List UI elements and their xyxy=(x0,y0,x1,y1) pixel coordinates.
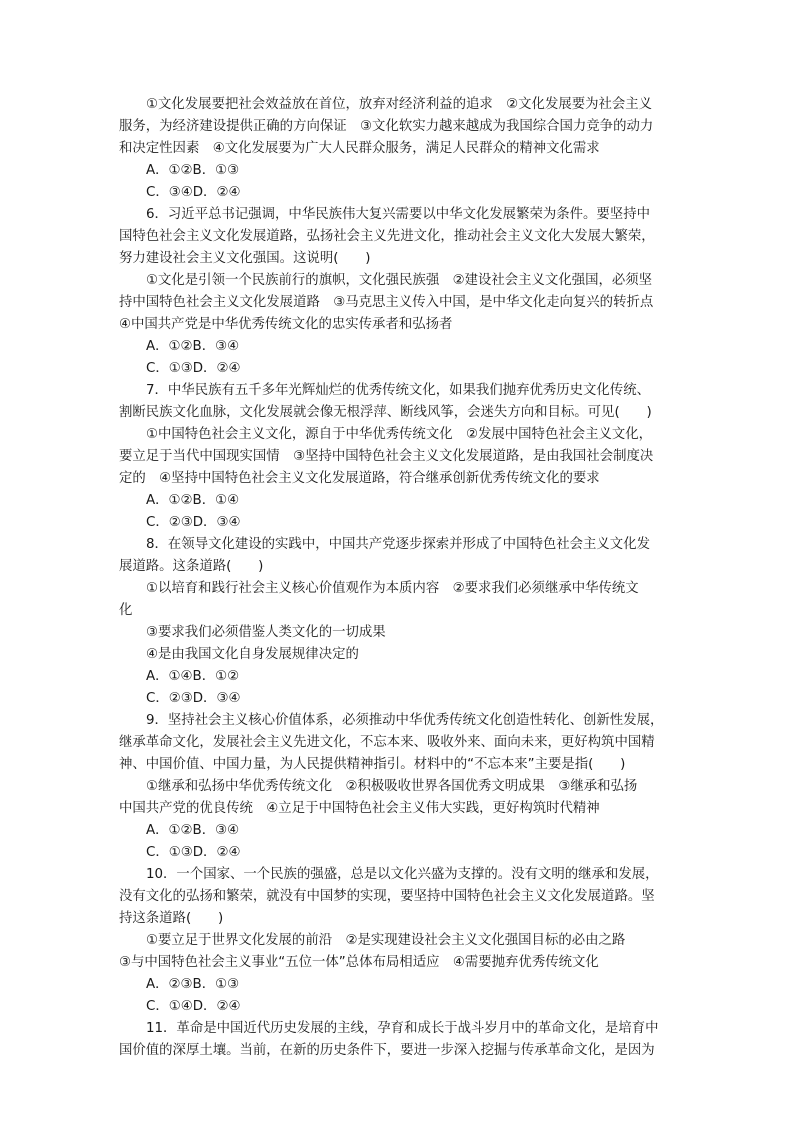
text-line: ③与中国特色社会主义事业“五位一体”总体布局相适应 ④需要抛弃优秀传统文化 xyxy=(119,955,599,970)
text-line: 中国共产党的优良传统 ④立足于中国特色社会主义伟大实践，更好构筑时代精神 xyxy=(119,801,600,816)
text-line: 定的 ④坚持中国特色社会主义文化发展道路，符合继承创新优秀传统文化的要求 xyxy=(119,471,600,486)
text-line: ①文化是引领一个民族前行的旗帜，文化强民族强 ②建设社会主义文化强国，必须坚 xyxy=(146,273,653,288)
text-line: 服务，为经济建设提供正确的方向保证 ③文化软实力越来越成为我国综合国力竞争的动力 xyxy=(119,119,654,134)
text-line: 要立足于当代中国现实国情 ③坚持中国特色社会主义文化发展道路，是由我国社会制度决 xyxy=(119,449,654,464)
text-line: ③要求我们必须借鉴人类文化的一切成果 xyxy=(146,625,386,640)
text-line: 9．坚持社会主义核心价值体系，必须推动中华优秀传统文化创造性转化、创新性发展， xyxy=(146,713,664,728)
text-line: 展道路。这条道路( ) xyxy=(119,559,264,574)
text-line: C．①③D．②④ xyxy=(146,845,241,860)
text-line: ①要立足于世界文化发展的前沿 ②是实现建设社会主义文化强国目标的必由之路 xyxy=(146,933,626,948)
text-line: 国特色社会主义文化发展道路，弘扬社会主义先进文化，推动社会主义文化大发展大繁荣， xyxy=(119,229,655,244)
document-page xyxy=(119,94,685,1062)
text-line: A．①②B．①③ xyxy=(146,163,240,178)
text-line: 持这条道路( ) xyxy=(119,911,224,926)
text-line: A．①②B．③④ xyxy=(146,339,240,354)
text-line: 10．一个国家、一个民族的强盛，总是以文化兴盛为支撑的。没有文明的继承和发展， xyxy=(146,867,659,882)
text-line: C．①④D．②④ xyxy=(146,999,241,1014)
text-line: A．①②B．③④ xyxy=(146,823,240,838)
text-line: 努力建设社会主义文化强国。这说明( ) xyxy=(119,251,371,266)
text-line: ①以培育和践行社会主义核心价值观作为本质内容 ②要求我们必须继承中华传统文 xyxy=(146,581,639,596)
text-line: 7．中华民族有五千多年光辉灿烂的优秀传统文化，如果我们抛弃优秀历史文化传统、 xyxy=(146,383,650,398)
text-line: 继承革命文化，发展社会主义先进文化，不忘本来、吸收外来、面向未来，更好构筑中国精 xyxy=(119,735,655,750)
text-line: C．②③D．③④ xyxy=(146,515,241,530)
text-line: C．③④D．②④ xyxy=(146,185,241,200)
text-line: 国价值的深厚土壤。当前，在新的历史条件下，要进一步深入挖掘与传承革命文化，是因为 xyxy=(119,1043,655,1058)
text-line: 11．革命是中国近代历史发展的主线，孕育和成长于战斗岁月中的革命文化，是培育中 xyxy=(146,1021,659,1036)
text-line: A．②③B．①③ xyxy=(146,977,240,992)
text-line: C．①③D．②④ xyxy=(146,361,241,376)
text-line: 8．在领导文化建设的实践中，中国共产党逐步探索并形成了中国特色社会主义文化发 xyxy=(146,537,650,552)
text-line: ④中国共产党是中华优秀传统文化的忠实传承者和弘扬者 xyxy=(119,317,453,332)
text-line: 没有文化的弘扬和繁荣，就没有中国梦的实现，要坚持中国特色社会主义文化发展道路。坚 xyxy=(119,889,655,904)
text-line: 6．习近平总书记强调，中华民族伟大复兴需要以中华文化发展繁荣为条件。要坚持中 xyxy=(146,207,650,222)
text-line: A．①②B．①④ xyxy=(146,493,240,508)
text-line: 持中国特色社会主义文化发展道路 ③马克思主义传入中国，是中华文化走向复兴的转折点 xyxy=(119,295,654,310)
text-line: ①继承和弘扬中华优秀传统文化 ②积极吸收世界各国优秀文明成果 ③继承和弘扬 xyxy=(146,779,638,794)
text-line: ①文化发展要把社会效益放在首位，放弃对经济利益的追求 ②文化发展要为社会主义 xyxy=(146,97,653,112)
text-line: ①中国特色社会主义文化，源自于中华优秀传统文化 ②发展中国特色社会主义文化， xyxy=(146,427,653,442)
text-line: ④是由我国文化自身发展规律决定的 xyxy=(146,647,359,662)
text-line: 割断民族文化血脉，文化发展就会像无根浮萍、断线风筝，会迷失方向和目标。可见( ) xyxy=(119,405,652,420)
text-line: A．①④B．①② xyxy=(146,669,240,684)
text-line: 和决定性因素 ④文化发展要为广大人民群众服务，满足人民群众的精神文化需求 xyxy=(119,141,600,156)
text-line: 化 xyxy=(119,603,133,618)
text-line: 神、中国价值、中国力量，为人民提供精神指引。材料中的“不忘本来”主要是指( ) xyxy=(119,757,626,772)
text-line: C．②③D．③④ xyxy=(146,691,241,706)
